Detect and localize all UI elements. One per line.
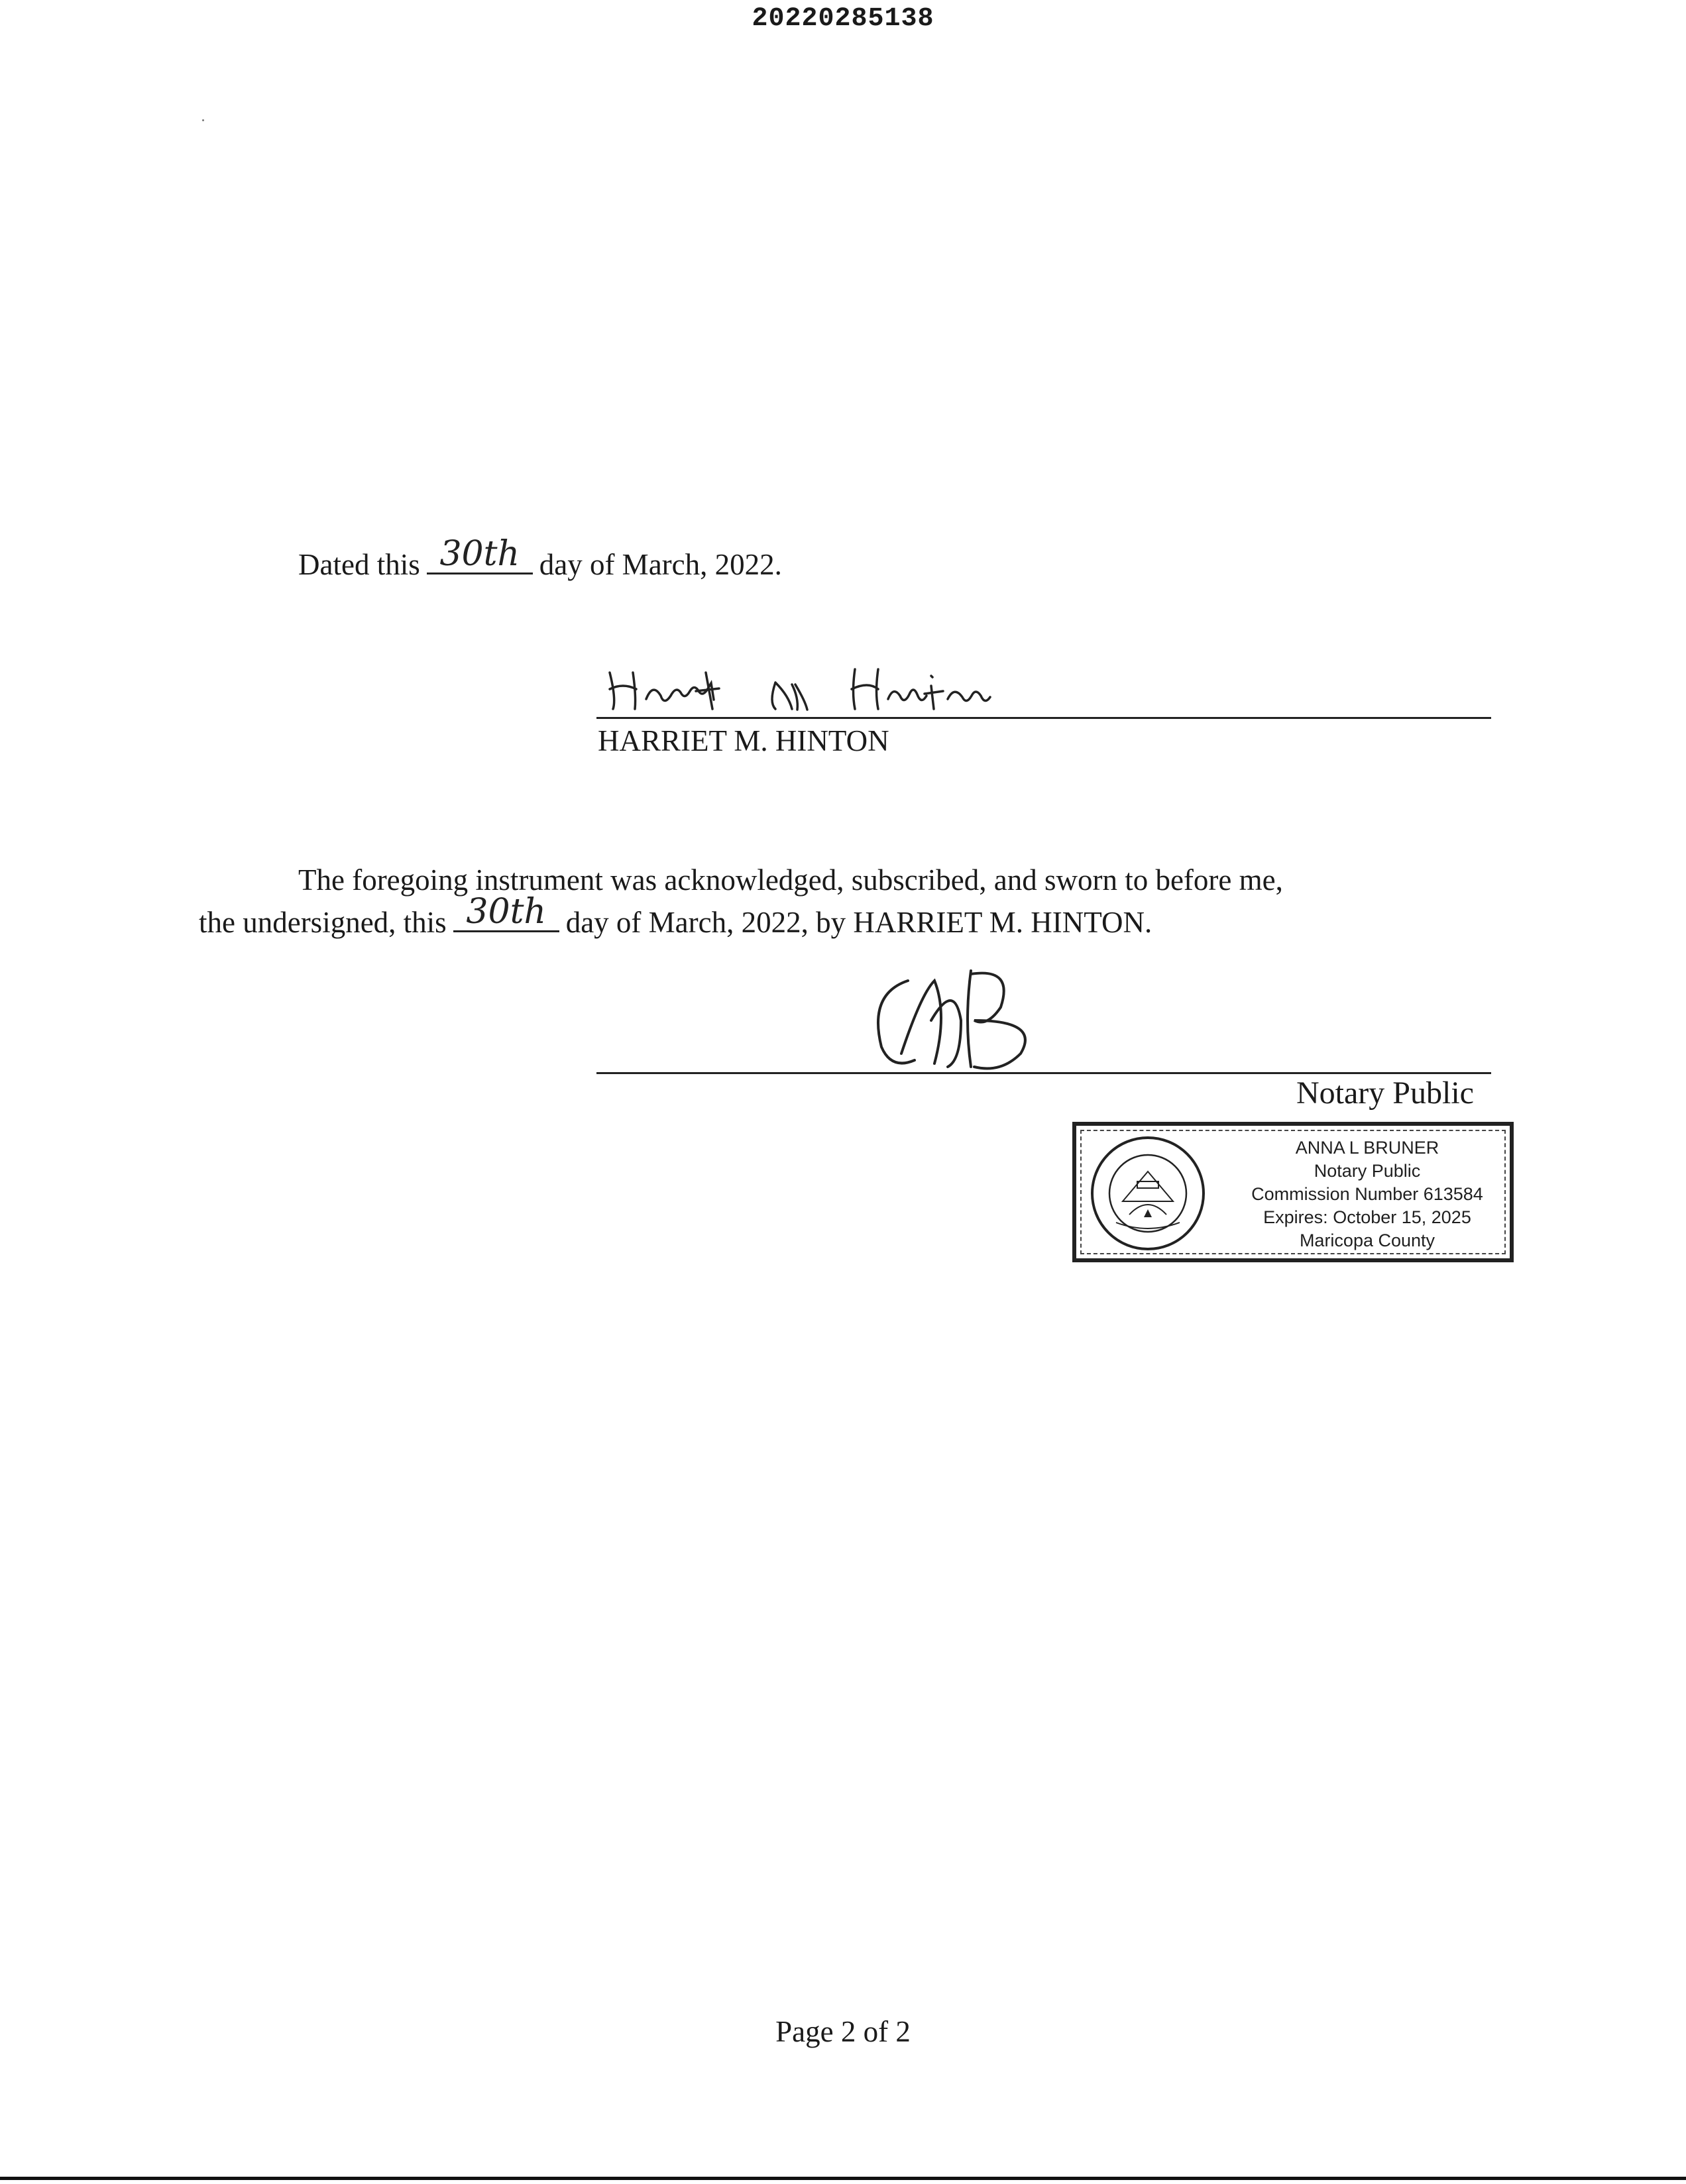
dated-line <box>298 534 782 582</box>
scan-speck <box>202 119 204 121</box>
notary-signature <box>855 954 1080 1080</box>
notary-stamp-expires: Expires: October 15, 2025 <box>1263 1207 1471 1227</box>
notary-stamp <box>1072 1122 1514 1262</box>
signer-signature-line <box>596 717 1491 719</box>
acknowledgment-suffix: day of March, 2022, by HARRIET M. HINTON. <box>565 906 1152 939</box>
notary-stamp-text <box>1235 1136 1499 1252</box>
page-number: Page 2 of 2 <box>775 2015 911 2048</box>
notary-public-label: Notary Public <box>1296 1075 1474 1111</box>
acknowledgment-line-2 <box>199 892 1152 940</box>
recording-number: 20220285138 <box>752 4 934 34</box>
acknowledgment-day-handwritten: 30th <box>466 892 546 932</box>
acknowledgment-prefix: the undersigned, this <box>199 906 447 939</box>
notary-stamp-commission: Commission Number 613584 <box>1251 1184 1483 1204</box>
footer-rule <box>0 2177 1686 2180</box>
dated-prefix: Dated this <box>298 548 420 581</box>
signer-signature <box>596 646 1100 719</box>
dated-day-blank <box>427 534 533 574</box>
notary-stamp-name: ANNA L BRUNER <box>1295 1138 1439 1158</box>
acknowledgment-line-1: The foregoing instrument was acknowledged, subscribed, and sworn to before me, <box>298 863 1283 897</box>
dated-day-handwritten: 30th <box>439 534 520 574</box>
notary-signature-line <box>596 1072 1491 1074</box>
signer-printed-name: HARRIET M. HINTON <box>598 724 889 757</box>
notary-stamp-role: Notary Public <box>1314 1161 1421 1181</box>
dated-suffix: day of March, 2022. <box>539 548 782 581</box>
acknowledgment-day-blank <box>453 892 559 932</box>
arizona-state-seal-icon <box>1090 1135 1206 1252</box>
notary-stamp-county: Maricopa County <box>1299 1230 1435 1250</box>
